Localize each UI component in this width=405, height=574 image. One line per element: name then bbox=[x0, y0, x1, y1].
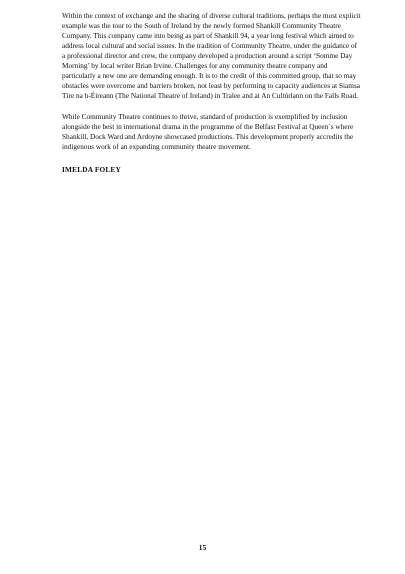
paragraph-community-theatre: While Community Theatre continues to thrive, standard of production is exemplified by inclusion alongside the best in international drama in the programme of the Belfast Festival at Queen´s where Shankill, Dock Ward and Ardoyne showcased productions. This development properly accredits the indigenous work of an expanding community theatre movement. bbox=[62, 112, 354, 151]
document-body bbox=[62, 11, 362, 175]
paragraph-shankill-tour: Within the context of exchange and the sharing of diverse cultural traditions, perhaps the most explicit example was the tour to the South of Ireland by the newly formed Shankill Community Theatre Company. This company came into being as part of Shankill 94, a year long festival which aimed to address local cultural and social issues. In the tradition of Community Theatre, under the guidance of a professional director and crew, the company developed a production around a script ‘Somme Day Morning’ by local writer Brian Irvine. Challenges for any community theatre company and particularly a new one are demanding enough. It is to the credit of this committed group, that so may obstacles were overcome and barriers broken, not least by performing to capacity audiences at Siamsa Tíre na h-Éireann (The National Theatre of Ireland) in Tralee and at An Cultúrlann on the Falls Road. bbox=[62, 11, 361, 100]
page-number: 15 bbox=[198, 543, 207, 552]
author-signature: IMELDA FOLEY bbox=[62, 165, 121, 174]
